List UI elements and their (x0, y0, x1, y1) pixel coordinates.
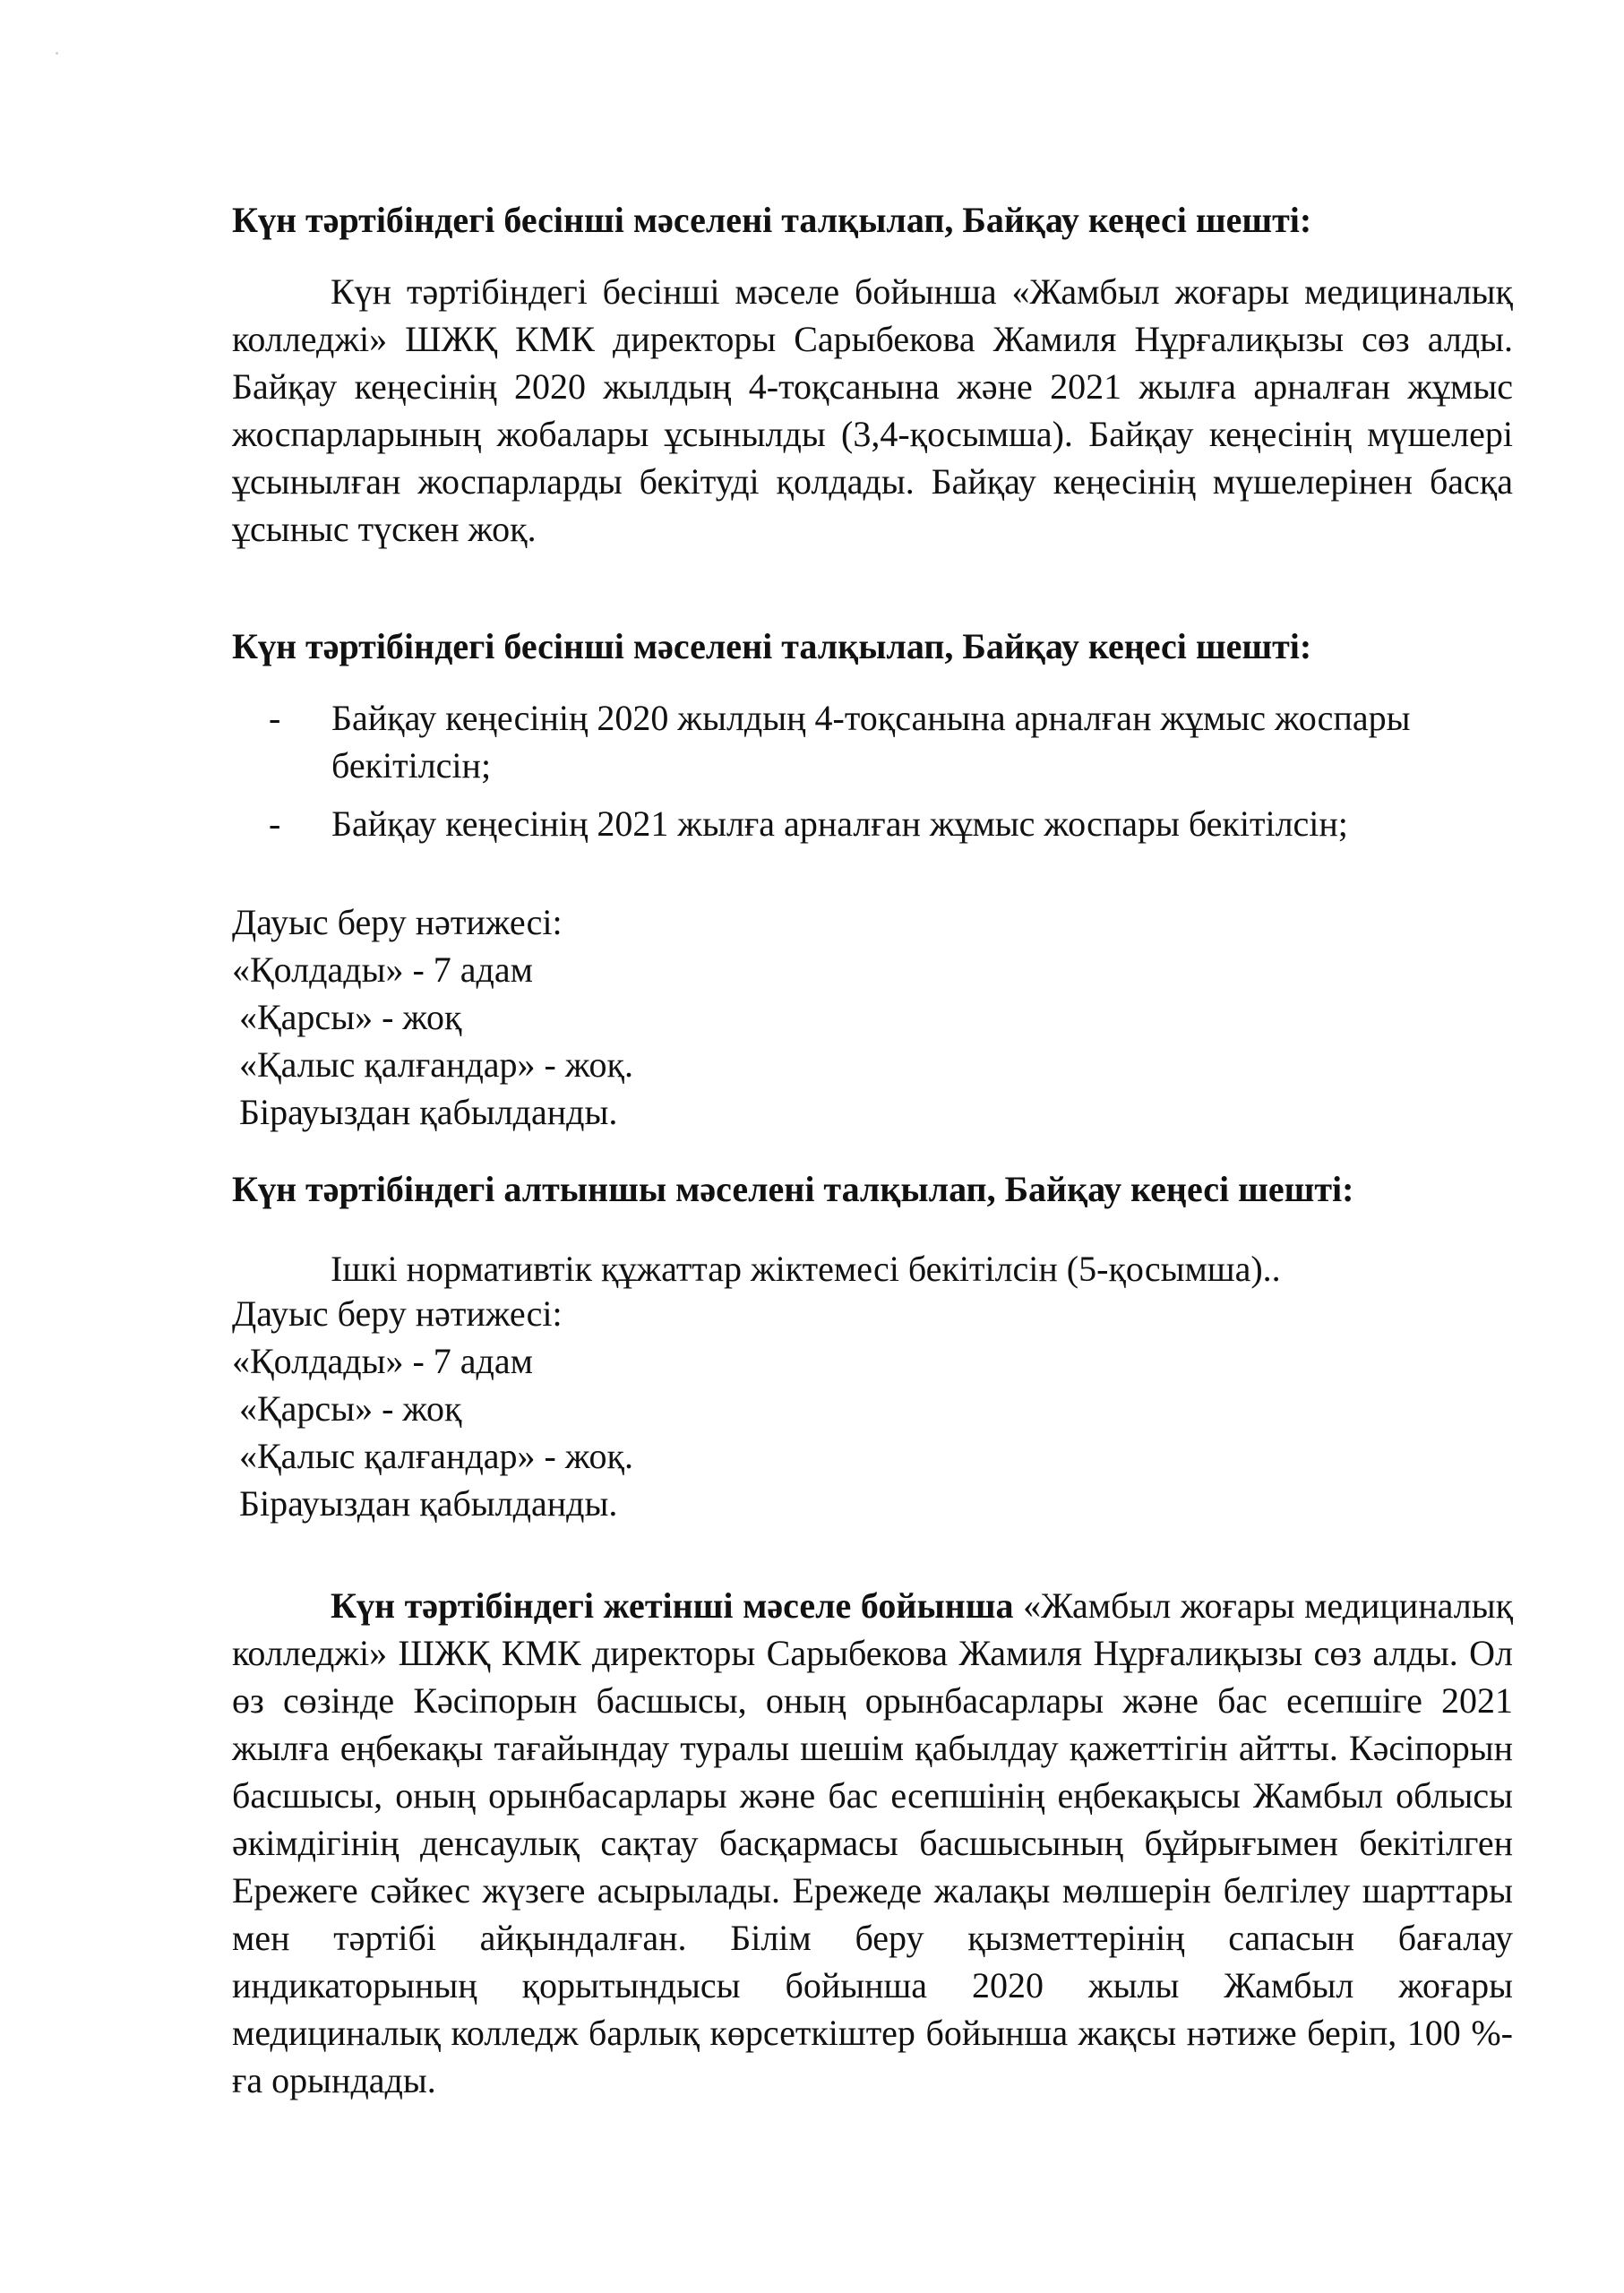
vote-abstained: «Қалыс қалғандар» - жоқ. (239, 1044, 633, 1085)
bullet-dash: - (269, 698, 281, 738)
vote-result: Бірауыздан қабылданды. (239, 1092, 618, 1132)
vote-against: «Қарсы» - жоқ (239, 1388, 462, 1429)
vote-against: «Қарсы» - жоқ (239, 997, 462, 1037)
vote-results-2 (232, 1290, 1307, 1527)
section7-lead: Күн тәртібіндегі жетінші мәселе бойынша (331, 1585, 1014, 1626)
vote-title: Дауыс беру нәтижесі: (232, 1293, 563, 1334)
vote-results-1 (232, 898, 1307, 1136)
list-item (269, 694, 1523, 789)
section7-paragraph (232, 1582, 1513, 2104)
section7-paragraph-block (232, 1582, 1513, 2104)
decision5-item-2: Байқау кеңесінің 2021 жылға арналған жұмыс жоспары бекітілсін; (331, 803, 1348, 844)
decision5-item-1: Байқау кеңесінің 2020 жылдың 4-тоқсанына арналған жұмыс жоспары бекітілсін; (331, 698, 1411, 786)
section6-decision: Ішкі нормативтік құжаттар жіктемесі бекітілсін (5-қосымша).. (331, 1249, 1281, 1289)
vote-abstained: «Қалыс қалғандар» - жоқ. (239, 1436, 633, 1476)
section5-heading: Күн тәртібіндегі бесінші мәселені талқылап, Байқау кеңесі шешті: (232, 200, 1312, 240)
scan-speck (56, 52, 58, 55)
section5-paragraph-block (232, 268, 1513, 553)
decision5-heading: Күн тәртібіндегі бесінші мәселені талқылап, Байқау кеңесі шешті: (232, 626, 1312, 666)
bullet-dash: - (269, 803, 281, 844)
vote-result: Бірауыздан қабылданды. (239, 1483, 618, 1524)
vote-for: «Қолдады» - 7 адам (232, 949, 533, 990)
vote-for: «Қолдады» - 7 адам (232, 1341, 533, 1381)
list-item (269, 800, 1523, 847)
section6-heading: Күн тәртібіндегі алтыншы мәселені талқылап, Байқау кеңесі шешті: (232, 1169, 1354, 1209)
section5-paragraph: Күн тәртібіндегі бесінші мәселе бойынша «Жамбыл жоғары медициналық колледжі» ШЖҚ КМК директоры Сарыбекова Жамиля Нұрғалиқызы сөз алды. Байқау кеңесінің 2020 жылдың 4-тоқсанына және 2021 жылға арналған жұмыс жоспарларының жобалары ұсынылды (3,4-қосымша). Байқау кеңесінің мүшелері ұсынылған жоспарларды бекітуді қолдады. Байқау кеңесінің мүшелерінен басқа ұсыныс түскен жоқ. (232, 271, 1513, 549)
section7-text: «Жамбыл жоғары медициналық колледжі» ШЖҚ КМК директоры Сарыбекова Жамиля Нұрғалиқызы сөз алды. Ол өз сөзінде Кәсіпорын басшысы, оның орынбасарлары және бас есепшіге 2021 жылға еңбекақы тағайындау туралы шешім қабылдау қажеттігін айтты. Кәсіпорын басшысы, оның орынбасарлары және бас есепшінің еңбекақысы Жамбыл облысы әкімдігінің денсаулық сақтау басқармасы басшысының бұйрығымен бекітілген Ережеге сәйкес жүзеге асырылады. Ережеде жалақы мөлшерін белгілеу шарттары мен тәртібі айқындалған. Білім беру қызметтерінің сапасын бағалау индикаторының қорытындысы бойынша 2020 жылы Жамбыл жоғары медициналық колледж барлық көрсеткіштер бойынша жақсы нәтиже беріп, 100 %-ға орындады. (232, 1585, 1513, 2100)
decision5-list (269, 694, 1523, 858)
vote-title: Дауыс беру нәтижесі: (232, 902, 563, 942)
